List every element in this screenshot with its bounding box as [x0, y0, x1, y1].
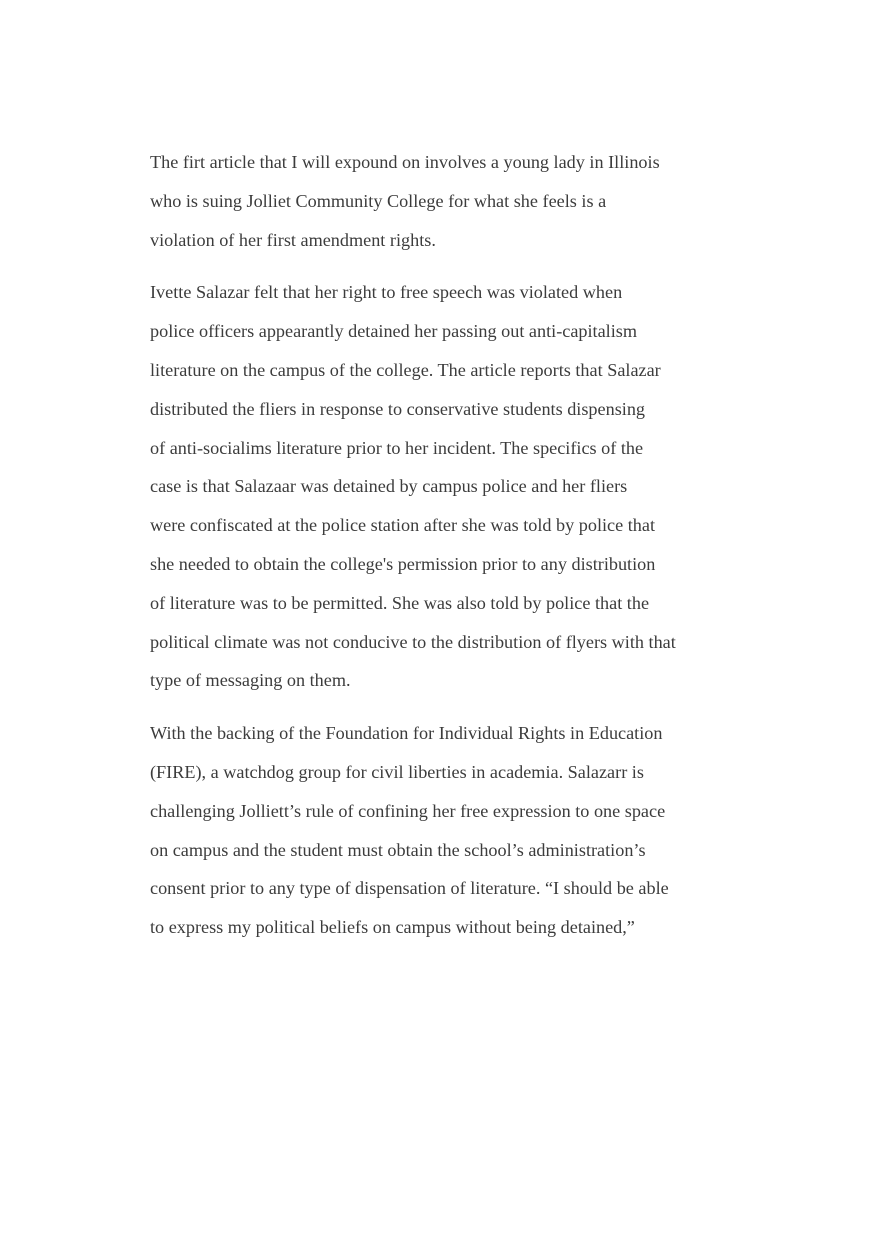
- paragraph-3: [150, 714, 750, 947]
- paragraph-line: Ivette Salazar felt that her right to free speech was violated when: [150, 282, 623, 303]
- paragraph-line: distributed the fliers in response to conservative students dispensing: [150, 398, 646, 419]
- paragraph-line: violation of her first amendment rights.: [150, 229, 436, 250]
- paragraph-line: consent prior to any type of dispensation of literature. “I should be able: [150, 878, 669, 899]
- paragraph-line: police officers appearantly detained her passing out anti-capitalism: [150, 321, 638, 342]
- paragraph-line: type of messaging on them.: [150, 670, 351, 691]
- paragraph-line: were confiscated at the police station after she was told by police that: [150, 515, 656, 536]
- paragraph-line: (FIRE), a watchdog group for civil liberties in academia. Salazarr is: [150, 761, 644, 782]
- paragraph-line: who is suing Jolliet Community College for what she feels is a: [150, 190, 607, 211]
- paragraph-line: With the backing of the Foundation for Individual Rights in Education: [150, 723, 663, 744]
- paragraph-1: [150, 143, 750, 259]
- paragraph-line: she needed to obtain the college's permission prior to any distribution: [150, 553, 656, 574]
- paragraph-line: on campus and the student must obtain the school’s administration’s: [150, 839, 646, 860]
- paragraph-line: The firt article that I will expound on involves a young lady in Illinois: [150, 152, 660, 172]
- paragraph-line: political climate was not conducive to the distribution of flyers with that: [150, 631, 676, 652]
- paragraph-line: to express my political beliefs on campus without being detained,”: [150, 917, 635, 938]
- paragraph-line: of anti-socialims literature prior to her incident. The specifics of the: [150, 437, 644, 458]
- paragraph-line: literature on the campus of the college. The article reports that Salazar: [150, 359, 661, 380]
- document-body: [150, 143, 750, 961]
- paragraph-line: of literature was to be permitted. She was also told by police that the: [150, 592, 650, 613]
- paragraph-line: case is that Salazaar was detained by campus police and her fliers: [150, 476, 628, 497]
- paragraph-2: [150, 273, 750, 700]
- paragraph-line: challenging Jolliett’s rule of confining her free expression to one space: [150, 800, 666, 821]
